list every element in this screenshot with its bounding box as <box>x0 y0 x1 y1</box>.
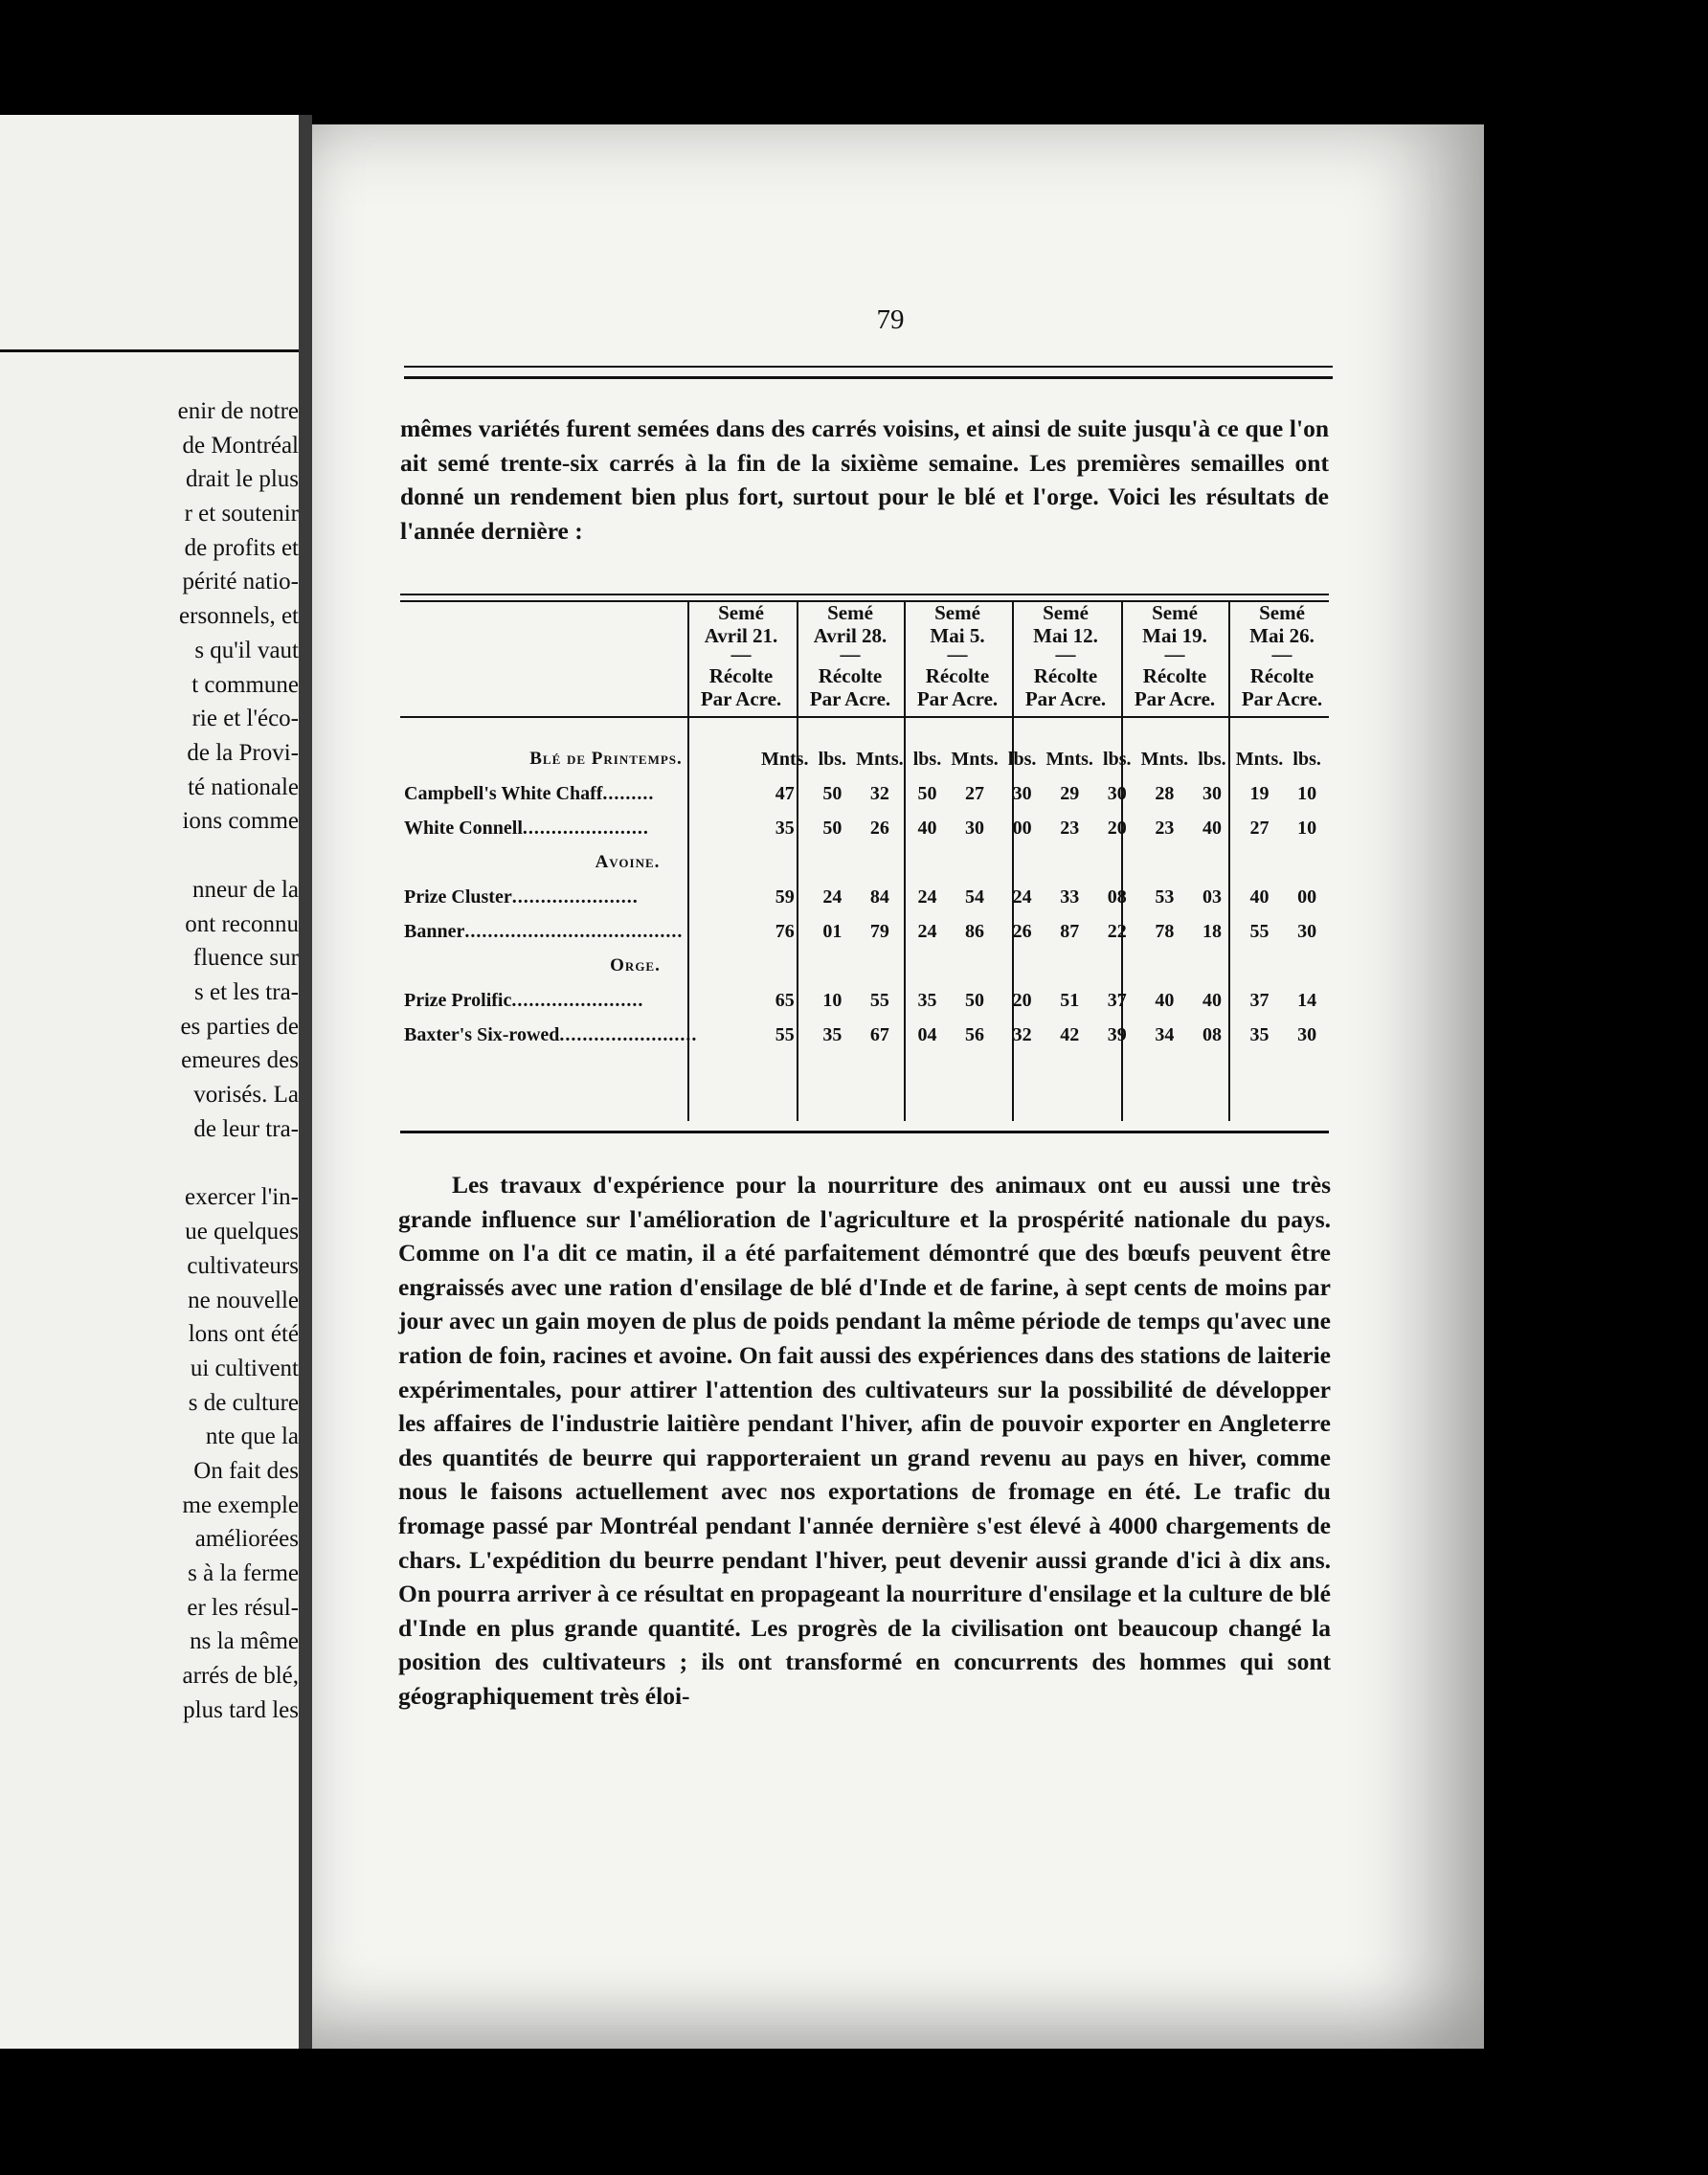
cell-lbs: 24 <box>917 886 937 908</box>
row-label <box>400 880 759 914</box>
left-page-line: ions comme <box>182 808 299 835</box>
column-header-per: Par Acre. <box>1024 687 1107 710</box>
cell-lbs: 30 <box>1107 782 1127 804</box>
column-header-date: Mai 26. <box>1249 624 1315 647</box>
cell-mnts: 79 <box>869 920 889 942</box>
column-header <box>687 601 795 710</box>
cell-mnts: 76 <box>775 920 795 942</box>
unit-lbs: lbs. <box>1103 748 1132 770</box>
cell-lbs: 04 <box>917 1023 937 1045</box>
cell-mnts: 47 <box>775 782 795 804</box>
cell-mnts: 55 <box>775 1023 795 1045</box>
section-wheat: Blé de Printemps. <box>529 749 683 769</box>
cell-lbs: 40 <box>917 817 937 839</box>
unit-mnts: Mnts. <box>1235 748 1284 770</box>
left-page-text <box>0 394 299 1727</box>
section-oats-row <box>400 845 1329 880</box>
row-label-text: Prize Cluster <box>404 886 512 908</box>
left-page-line: t commune <box>191 671 299 698</box>
row-label <box>400 1018 759 1052</box>
cell-mnts: 23 <box>1060 817 1080 839</box>
cell-mnts: 50 <box>965 989 985 1011</box>
column-header-sown: Semé <box>827 601 873 624</box>
unit-mnts: Mnts. <box>761 748 809 770</box>
cell-mnts: 87 <box>1060 920 1080 942</box>
column-header-sown: Semé <box>934 601 980 624</box>
cell-mnts: 33 <box>1060 886 1080 908</box>
cell-lbs: 00 <box>1012 817 1032 839</box>
row-label <box>400 914 759 949</box>
left-page-line: r et soutenir <box>184 501 299 527</box>
cell-mnts: 42 <box>1060 1023 1080 1045</box>
intro-text: mêmes variétés furent semées dans des carrés voisins, et ainsi de suite jusqu'à ce que l'on ait semé trente-six carrés à la fin de la sixième semaine. Les premières semailles ont donné un rendement bien plus fort, surtout pour le blé et l'orge. Voici les résultats de l'année dernière : <box>400 415 1329 545</box>
column-header-dash: — <box>1055 642 1076 665</box>
units-row <box>400 742 1329 776</box>
column-header-dash: — <box>947 642 968 665</box>
intro-paragraph <box>400 412 1329 548</box>
cell-mnts: 28 <box>1155 782 1175 804</box>
cell-lbs: 14 <box>1297 989 1317 1011</box>
column-header-dash: — <box>730 642 752 665</box>
cell-mnts: 27 <box>1249 817 1270 839</box>
column-header <box>1012 601 1119 710</box>
left-page-line: vorisés. La <box>193 1082 299 1109</box>
column-header-harvest: Récolte <box>1142 664 1207 687</box>
cell-lbs: 32 <box>1012 1023 1032 1045</box>
body-paragraph <box>398 1168 1331 1714</box>
cell-mnts: 26 <box>869 817 889 839</box>
results-table <box>400 742 1329 1052</box>
section-oats: Avoine. <box>595 852 661 872</box>
left-page-line: cultivateurs <box>187 1252 299 1279</box>
cell-mnts: 32 <box>869 782 889 804</box>
cell-lbs: 30 <box>1297 920 1317 942</box>
cell-lbs: 35 <box>822 1023 843 1045</box>
row-label-text: White Connell <box>404 817 523 839</box>
unit-lbs: lbs. <box>1198 748 1226 770</box>
column-header-harvest: Récolte <box>708 664 774 687</box>
cell-lbs: 20 <box>1012 989 1032 1011</box>
left-page-line: ont reconnu <box>185 910 299 937</box>
cell-mnts: 55 <box>869 989 889 1011</box>
section-barley-row <box>400 949 1329 983</box>
cell-lbs: 10 <box>822 989 843 1011</box>
unit-mnts: Mnts. <box>951 748 999 770</box>
table-row <box>400 983 1329 1018</box>
left-page-line: de leur tra- <box>193 1115 299 1142</box>
left-page-line <box>0 1146 302 1180</box>
cell-lbs: 26 <box>1012 920 1032 942</box>
left-page-line: es parties de <box>180 1013 299 1040</box>
left-page-line: de profits et <box>184 534 299 561</box>
cell-lbs: 01 <box>822 920 843 942</box>
table-row <box>400 914 1329 949</box>
table-rule-top-1 <box>400 594 1329 595</box>
cell-mnts: 35 <box>775 817 795 839</box>
cell-mnts: 34 <box>1155 1023 1175 1045</box>
cell-mnts: 67 <box>869 1023 889 1045</box>
header-rule-bottom <box>404 376 1333 379</box>
cell-lbs: 40 <box>1202 817 1222 839</box>
left-page-line: emeures des <box>181 1047 299 1074</box>
column-header-sown: Semé <box>1152 601 1198 624</box>
cell-mnts: 27 <box>965 782 985 804</box>
column-header-harvest: Récolte <box>925 664 990 687</box>
left-page-line: périté natio- <box>182 569 299 595</box>
leader-dots: ...................... <box>511 886 639 908</box>
cell-lbs: 40 <box>1202 989 1222 1011</box>
table-row <box>400 811 1329 845</box>
left-page-line: de Montréal <box>182 432 299 459</box>
cell-lbs: 30 <box>1202 782 1222 804</box>
left-page-line: me exemple <box>182 1491 299 1518</box>
column-header-sown: Semé <box>718 601 764 624</box>
cell-lbs: 24 <box>1012 886 1032 908</box>
left-page-line <box>0 839 302 873</box>
left-page-line: rie et l'éco- <box>191 706 299 732</box>
left-page-line: nneur de la <box>191 876 299 903</box>
table-row <box>400 776 1329 811</box>
cell-mnts: 29 <box>1060 782 1080 804</box>
left-page-line: té nationale <box>188 774 299 800</box>
left-page-line: améliorées <box>194 1526 299 1553</box>
column-header-dash: — <box>1271 642 1292 665</box>
unit-mnts: Mnts. <box>1140 748 1189 770</box>
left-page-line: arrés de blé, <box>182 1663 299 1690</box>
row-label-text: Baxter's Six-rowed <box>404 1023 560 1045</box>
unit-lbs: lbs. <box>912 748 942 770</box>
left-page-line: ersonnels, et <box>179 603 299 630</box>
column-header <box>1121 601 1228 710</box>
cell-mnts: 53 <box>1155 886 1175 908</box>
column-header-harvest: Récolte <box>818 664 883 687</box>
cell-lbs: 50 <box>917 782 937 804</box>
left-page-line: s à la ferme <box>188 1560 299 1586</box>
column-header-date: Mai 12. <box>1033 624 1098 647</box>
unit-lbs: lbs. <box>818 748 847 770</box>
column-header <box>904 601 1011 710</box>
row-label-text: Banner <box>404 920 465 942</box>
left-page-line: plus tard les <box>183 1696 299 1723</box>
cell-lbs: 10 <box>1297 782 1317 804</box>
cell-lbs: 39 <box>1107 1023 1127 1045</box>
left-page-line: ne nouvelle <box>188 1287 299 1313</box>
cell-lbs: 30 <box>1012 782 1032 804</box>
column-header-date: Avril 21. <box>704 624 778 647</box>
cell-lbs: 08 <box>1107 886 1127 908</box>
cell-mnts: 56 <box>965 1023 985 1045</box>
left-page-line: s et les tra- <box>194 979 299 1005</box>
cell-mnts: 30 <box>965 817 985 839</box>
left-page-line: enir de notre <box>177 398 299 424</box>
leader-dots: ......... <box>602 782 655 804</box>
left-page-line: drait le plus <box>185 466 299 493</box>
left-page-line: nte que la <box>205 1424 299 1450</box>
cell-mnts: 86 <box>965 920 985 942</box>
cell-lbs: 37 <box>1107 989 1127 1011</box>
column-header-per: Par Acre. <box>700 687 782 710</box>
cell-mnts: 78 <box>1155 920 1175 942</box>
row-label-text: Campbell's White Chaff <box>404 782 603 804</box>
cell-lbs: 00 <box>1297 886 1317 908</box>
row-label <box>400 983 759 1018</box>
cell-mnts: 40 <box>1155 989 1175 1011</box>
cell-lbs: 03 <box>1202 886 1222 908</box>
column-header-sown: Semé <box>1043 601 1089 624</box>
section-barley: Orge. <box>610 955 661 975</box>
unit-mnts: Mnts. <box>856 748 904 770</box>
column-header-date: Avril 28. <box>813 624 888 647</box>
cell-mnts: 40 <box>1249 886 1270 908</box>
left-page-line: de la Provi- <box>187 739 299 766</box>
cell-mnts: 65 <box>775 989 795 1011</box>
column-header-per: Par Acre. <box>1241 687 1323 710</box>
cell-mnts: 51 <box>1060 989 1080 1011</box>
cell-mnts: 54 <box>965 886 985 908</box>
cell-lbs: 35 <box>917 989 937 1011</box>
column-header-harvest: Récolte <box>1033 664 1098 687</box>
column-header-per: Par Acre. <box>916 687 999 710</box>
column-header-date: Mai 19. <box>1142 624 1207 647</box>
book-gutter <box>299 115 312 2049</box>
cell-lbs: 18 <box>1202 920 1222 942</box>
header-rule-top <box>404 366 1333 368</box>
column-header-dash: — <box>840 642 861 665</box>
column-header <box>1228 601 1336 710</box>
column-header-harvest: Récolte <box>1249 664 1315 687</box>
left-page-line: ue quelques <box>185 1219 299 1245</box>
cell-lbs: 20 <box>1107 817 1127 839</box>
left-page-line: ns la même <box>190 1628 299 1655</box>
cell-mnts: 19 <box>1249 782 1270 804</box>
page-number: 79 <box>876 304 905 335</box>
cell-lbs: 50 <box>822 782 843 804</box>
table-row <box>400 1018 1329 1052</box>
cell-mnts: 84 <box>869 886 889 908</box>
left-page-line: On fait des <box>193 1457 299 1484</box>
left-page-line: ui cultivent <box>190 1355 299 1381</box>
row-label-text: Prize Prolific <box>404 989 512 1011</box>
cell-mnts: 37 <box>1249 989 1270 1011</box>
cell-mnts: 35 <box>1249 1023 1270 1045</box>
column-header-sown: Semé <box>1259 601 1305 624</box>
cell-mnts: 23 <box>1155 817 1175 839</box>
left-page-line: s qu'il vaut <box>194 637 299 663</box>
row-label <box>400 811 759 845</box>
left-page-line: exercer l'in- <box>184 1184 299 1211</box>
left-page-line: lons ont été <box>188 1321 299 1348</box>
cell-lbs: 30 <box>1297 1023 1317 1045</box>
column-header-date: Mai 5. <box>930 624 985 647</box>
table-rule-bottom <box>400 1131 1329 1133</box>
table-header-rule <box>400 716 1329 718</box>
cell-mnts: 59 <box>775 886 795 908</box>
cell-lbs: 10 <box>1297 817 1317 839</box>
cell-mnts: 55 <box>1249 920 1270 942</box>
left-facing-page <box>0 115 302 2049</box>
cell-lbs: 24 <box>917 920 937 942</box>
cell-lbs: 50 <box>822 817 843 839</box>
cell-lbs: 24 <box>822 886 843 908</box>
column-header-dash: — <box>1164 642 1185 665</box>
left-page-line: s de culture <box>188 1389 299 1416</box>
leader-dots: ....................... <box>511 989 644 1011</box>
column-header-per: Par Acre. <box>809 687 891 710</box>
cell-lbs: 08 <box>1202 1023 1222 1045</box>
leader-dots: ...................... <box>522 817 649 839</box>
unit-lbs: lbs. <box>1292 748 1321 770</box>
leader-dots: ........................ <box>559 1023 698 1045</box>
column-header <box>797 601 904 710</box>
left-page-rule <box>0 349 299 352</box>
unit-mnts: Mnts. <box>1045 748 1093 770</box>
leader-dots: ...................................... <box>464 920 684 942</box>
cell-lbs: 22 <box>1107 920 1127 942</box>
column-header-per: Par Acre. <box>1134 687 1216 710</box>
body-text: Les travaux d'expérience pour la nourriture des animaux ont eu aussi une très grande influence sur l'amélioration de l'agriculture et la prospérité nationale du pays. Comme on l'a dit ce matin, il a été parfaitement démontré que des bœufs peuvent être engraissés avec une ration d'ensilage de blé d'Inde et de farine, à sept cents de moins par jour avec un gain moyen de plus de poids pendant la même période de temps qu'avec une ration de foin, racines et avoine. On fait aussi des expériences dans des stations de laiterie expérimentales, pour attirer l'attention des cultivateurs sur la possibilité de développer les affaires de l'industrie laitière pendant l'hiver, afin de pouvoir exporter en Angleterre des quantités de beurre qui rapporteraient un grand revenu au pays en hiver, comme nous le faisons actuellement avec nos exportations de fromage en été. Le trafic du fromage passé par Montréal pendant l'année dernière s'est élevé à 4000 chargements de chars. L'expédition du beurre pendant l'hiver, peut devenir aussi grande d'ici à dix ans. On pourra arriver à ce résultat en propageant la nourriture d'ensilage et la culture de blé d'Inde en plus grande quantité. Les progrès de la civilisation ont beaucoup changé la position des cultivateurs ; ils ont transformé en concurrents des hommes qui sont géographiquement très éloi- <box>398 1171 1331 1710</box>
table-row <box>400 880 1329 914</box>
row-label <box>400 776 759 811</box>
unit-lbs: lbs. <box>1007 748 1037 770</box>
left-page-line: fluence sur <box>192 945 299 972</box>
left-page-line: er les résul- <box>187 1594 299 1621</box>
